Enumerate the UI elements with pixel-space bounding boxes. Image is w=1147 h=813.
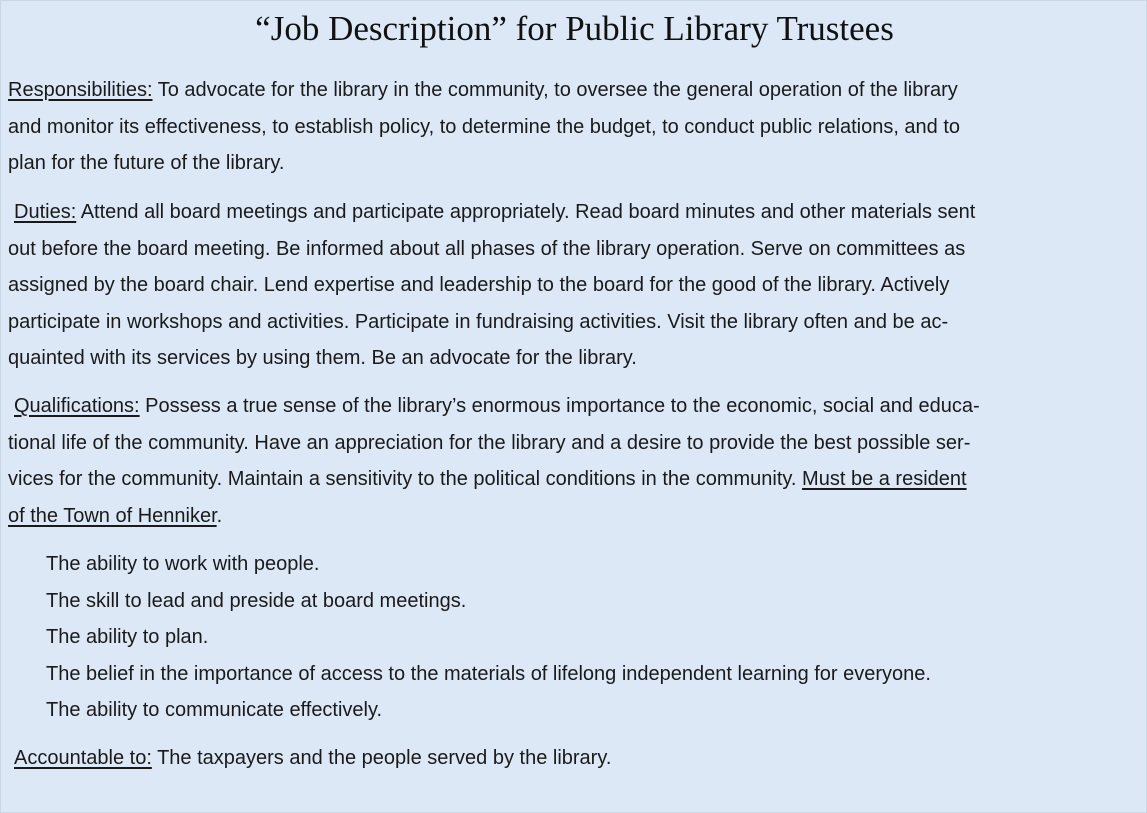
residency-period: . — [216, 504, 223, 527]
responsibilities-line-3: plan for the future of the library. — [8, 152, 285, 174]
list-item: The ability to work with people. — [46, 553, 320, 575]
abilities-list — [46, 546, 931, 729]
responsibilities-line-2: and monitor its effectiveness, to establish policy, to determine the budget, to conduct public relations, and to — [8, 115, 961, 138]
accountable-section — [8, 740, 1142, 777]
duties-line-4: participate in workshops and activities. Participate in fundraising activities. Visit the library often and be ac- — [8, 310, 949, 333]
residency-requirement-1: Must be a resident — [802, 468, 967, 490]
page-title: “Job Description” for Public Library Trustees — [255, 9, 894, 48]
qualifications-text-1: Possess a true sense of the library’s enormous importance to the economic, social and educa- — [139, 395, 980, 417]
qualifications-line-1 — [8, 388, 1142, 425]
list-item: The ability to plan. — [46, 626, 209, 648]
list-item: The skill to lead and preside at board meetings. — [46, 589, 467, 612]
responsibilities-label: Responsibilities: — [8, 79, 153, 101]
list-item: The ability to communicate effectively. — [46, 699, 383, 721]
responsibilities-section — [8, 72, 1142, 182]
qualifications-line-3 — [8, 461, 1142, 498]
duties-line-2: out before the board meeting. Be informed about all phases of the library operation. Serve on committees as — [8, 237, 966, 260]
duties-line-5: quainted with its services by using them. Be an advocate for the library. — [8, 347, 637, 369]
qualifications-line-2: tional life of the community. Have an appreciation for the library and a desire to provide the best possible ser- — [8, 431, 971, 454]
responsibilities-text-1: To advocate for the library in the community, to oversee the general operation of the library — [152, 79, 958, 101]
accountable-line — [8, 740, 1142, 777]
qualifications-label: Qualifications: — [14, 395, 140, 417]
duties-text-1: Attend all board meetings and participate appropriately. Read board minutes and other materials sent — [76, 201, 976, 223]
duties-label: Duties: — [14, 201, 77, 223]
residency-requirement-2: of the Town of Henniker — [8, 504, 217, 527]
duties-line-1 — [8, 194, 1142, 231]
qualifications-text-3: vices for the community. Maintain a sensitivity to the political conditions in the community. — [8, 468, 803, 490]
qualifications-section — [8, 388, 1142, 534]
qualifications-line-4 — [8, 498, 1142, 535]
accountable-label: Accountable to: — [14, 747, 152, 769]
accountable-text: The taxpayers and the people served by the library. — [151, 747, 612, 769]
duties-line-3: assigned by the board chair. Lend expertise and leadership to the board for the good of the library. Actively — [8, 274, 950, 296]
duties-section — [8, 194, 1142, 377]
list-item: The belief in the importance of access to the materials of lifelong independent learning for everyone. — [46, 662, 931, 685]
responsibilities-line-1 — [8, 72, 1142, 109]
